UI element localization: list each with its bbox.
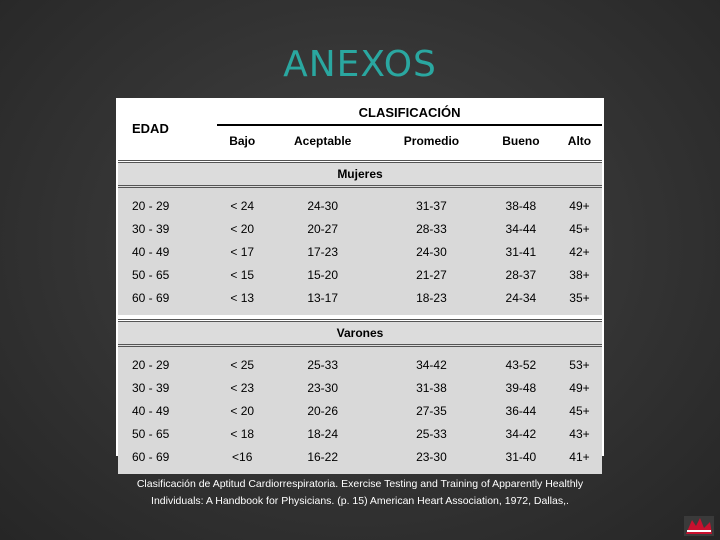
value-cell: 43-52	[485, 353, 557, 376]
age-range-cell: 50 - 65	[118, 422, 217, 445]
age-range-cell: 40 - 49	[118, 240, 217, 263]
value-cell: 13-17	[267, 286, 378, 309]
value-cell: 15-20	[267, 263, 378, 286]
value-cell: 39-48	[485, 376, 557, 399]
table-row	[118, 286, 602, 309]
value-cell: 17-23	[267, 240, 378, 263]
table-row	[118, 194, 602, 217]
caption-line: Clasificación de Aptitud Cardiorrespiratoria. Exercise Testing and Training of Apparently Healthly	[136, 478, 584, 490]
table-row	[118, 240, 602, 263]
value-cell: 34-42	[378, 353, 485, 376]
value-cell: < 15	[217, 263, 267, 286]
value-cell: 23-30	[267, 376, 378, 399]
table-row	[118, 376, 602, 399]
value-cell: 34-42	[485, 422, 557, 445]
value-cell: 27-35	[378, 399, 485, 422]
university-logo-icon	[684, 516, 714, 536]
value-cell: 31-37	[378, 194, 485, 217]
value-cell: 38+	[557, 263, 602, 286]
value-cell: <16	[217, 445, 267, 468]
value-cell: < 18	[217, 422, 267, 445]
value-cell: 24-30	[267, 194, 378, 217]
value-cell: < 20	[217, 217, 267, 240]
table-row	[118, 422, 602, 445]
value-cell: < 25	[217, 353, 267, 376]
value-cell: 38-48	[485, 194, 557, 217]
value-cell: 18-23	[378, 286, 485, 309]
value-cell: 25-33	[378, 422, 485, 445]
table-row	[118, 263, 602, 286]
value-cell: 20-26	[267, 399, 378, 422]
value-cell: < 13	[217, 286, 267, 309]
value-cell: 23-30	[378, 445, 485, 468]
value-cell: 36-44	[485, 399, 557, 422]
section-header: Mujeres	[118, 162, 602, 187]
value-cell: 28-33	[378, 217, 485, 240]
section-header: Varones	[118, 321, 602, 346]
age-range-cell: 30 - 39	[118, 376, 217, 399]
value-cell: 42+	[557, 240, 602, 263]
edad-header: EDAD	[132, 120, 169, 136]
value-cell: 21-27	[378, 263, 485, 286]
value-cell: 20-27	[267, 217, 378, 240]
source-caption	[100, 476, 620, 510]
value-cell: < 20	[217, 399, 267, 422]
value-cell: 24-34	[485, 286, 557, 309]
column-header: Bueno	[502, 134, 540, 148]
age-range-cell: 40 - 49	[118, 399, 217, 422]
value-cell: 43+	[557, 422, 602, 445]
age-range-cell: 50 - 65	[118, 263, 217, 286]
value-cell: 41+	[557, 445, 602, 468]
age-range-cell: 60 - 69	[118, 286, 217, 309]
value-cell: 45+	[557, 399, 602, 422]
value-cell: 31-41	[485, 240, 557, 263]
value-cell: 16-22	[267, 445, 378, 468]
value-cell: 31-38	[378, 376, 485, 399]
value-cell: 35+	[557, 286, 602, 309]
column-header: Bajo	[229, 134, 256, 148]
value-cell: 18-24	[267, 422, 378, 445]
value-cell: 53+	[557, 353, 602, 376]
age-range-cell: 30 - 39	[118, 217, 217, 240]
value-cell: 49+	[557, 376, 602, 399]
column-header: Aceptable	[294, 134, 352, 148]
age-range-cell: 20 - 29	[118, 194, 217, 217]
value-cell: 45+	[557, 217, 602, 240]
caption-line: Individuals: A Handbook for Physicians. (p. 15) American Heart Association, 1972, Dallas,.	[151, 495, 569, 507]
value-cell: 28-37	[485, 263, 557, 286]
column-header: Promedio	[403, 134, 460, 148]
age-range-cell: 60 - 69	[118, 445, 217, 468]
value-cell: 34-44	[485, 217, 557, 240]
value-cell: < 23	[217, 376, 267, 399]
table-row	[118, 445, 602, 468]
classification-table	[116, 98, 604, 464]
value-cell: 49+	[557, 194, 602, 217]
table-row	[118, 217, 602, 240]
value-cell: < 24	[217, 194, 267, 217]
slide-title: ANEXOS	[283, 44, 437, 85]
age-range-cell: 20 - 29	[118, 353, 217, 376]
table-row	[118, 353, 602, 376]
value-cell: 25-33	[267, 353, 378, 376]
value-cell: < 17	[217, 240, 267, 263]
column-header: Alto	[567, 134, 592, 148]
value-cell: 24-30	[378, 240, 485, 263]
table-row	[118, 399, 602, 422]
value-cell: 31-40	[485, 445, 557, 468]
clasificacion-header: CLASIFICACIÓN	[217, 100, 602, 125]
